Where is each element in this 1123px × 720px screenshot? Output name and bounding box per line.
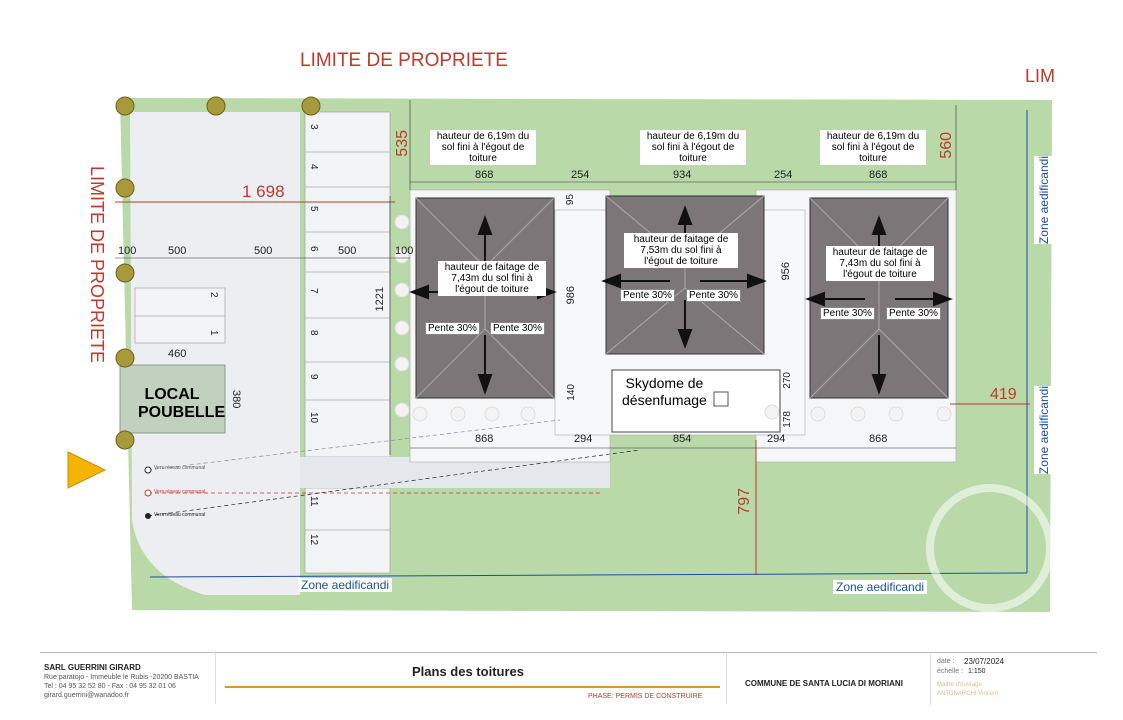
skydome-line2: désenfumage [622, 392, 707, 408]
dim-top-868b: 868 [869, 169, 888, 181]
dim-top-868a: 868 [475, 169, 494, 181]
house-3-egout-note [820, 130, 926, 165]
dim-797: 797 [736, 488, 753, 515]
skydome-label [622, 375, 707, 409]
sheet-title: Plans des toitures [412, 664, 524, 679]
company-email: girard.guerrini@wanadoo.fr [44, 692, 129, 699]
dim-bot-868b: 868 [869, 433, 888, 445]
network-label-3: Vers réseau communal [154, 512, 206, 518]
echelle-value: 1:150 [968, 668, 986, 675]
parking-6: 6 [308, 246, 319, 252]
house-2-faitage-note [624, 233, 738, 268]
network-label-2: Vers réseau communal [154, 489, 206, 495]
zone-label-bottom-right: Zone aedificandi [833, 580, 927, 594]
skydome-line1: Skydome de [625, 375, 704, 391]
limite-propriete-left: LIMITE DE PROPRIETE [87, 166, 107, 364]
parking-7: 7 [308, 288, 319, 294]
note-line: hauteur de faitage de [444, 262, 540, 273]
dim-140: 140 [566, 384, 577, 401]
dim-500a: 500 [168, 245, 187, 257]
dim-560: 560 [938, 132, 955, 159]
dim-100a: 100 [118, 245, 137, 257]
network-label-1: Vers réseau communal [154, 465, 206, 471]
note-line: hauteur de 6,19m du [826, 131, 920, 142]
parking-4: 4 [308, 164, 319, 170]
limite-propriete-right: LIM [1025, 66, 1056, 86]
dim-bot-294b: 294 [767, 433, 786, 445]
house-2-pente-right: Pente 30% [686, 289, 741, 302]
note-line: toiture [679, 153, 707, 164]
local-poubelle-label [138, 386, 226, 422]
maitre-label: Maître d'ouvrage [937, 682, 982, 688]
parking-10: 10 [308, 412, 319, 424]
note-line: toiture [859, 153, 887, 164]
dim-270: 270 [782, 372, 793, 389]
house-1-pente-right: Pente 30% [490, 322, 545, 335]
note-line: 7,53m du sol fini à [640, 245, 722, 256]
dim-1698: 1 698 [242, 182, 285, 201]
house-3-pente-right: Pente 30% [886, 307, 941, 320]
parking-5: 5 [308, 206, 319, 212]
note-line: l'égout de toiture [455, 284, 529, 295]
note-line: sol fini à l'égout de [651, 142, 735, 153]
limite-propriete-top: LIMITE DE PROPRIETE [300, 50, 508, 71]
skydome-square [714, 392, 728, 406]
local-label: LOCAL [144, 386, 200, 403]
note-line: sol fini à l'égout de [831, 142, 915, 153]
dim-956: 956 [780, 262, 792, 281]
note-line: hauteur de faitage de [832, 247, 928, 258]
commune-label: COMMUNE DE SANTA LUCIA DI MORIANI [745, 679, 903, 688]
dim-460: 460 [168, 348, 187, 360]
note-line: l'égout de toiture [644, 256, 718, 267]
title-underline [225, 686, 720, 688]
dim-500c: 500 [338, 245, 357, 257]
note-line: hauteur de faitage de [633, 234, 729, 245]
dim-500b: 500 [254, 245, 273, 257]
maitre-value: ANTONARCHI Vincent [937, 691, 999, 697]
dim-100b: 100 [395, 245, 414, 257]
dim-419: 419 [990, 386, 1017, 403]
house-1-pente-left: Pente 30% [425, 322, 480, 335]
house-3-faitage-note [826, 246, 934, 281]
dim-bot-868a: 868 [475, 433, 494, 445]
note-line: hauteur de 6,19m du [436, 131, 530, 142]
parking-11: 11 [308, 496, 319, 507]
parking-9: 9 [308, 374, 319, 380]
parking-8: 8 [308, 330, 319, 336]
date-value: 23/07/2024 [964, 657, 1005, 666]
house-2-egout-note [640, 130, 746, 165]
house-3-pente-left: Pente 30% [820, 307, 875, 320]
dim-178: 178 [782, 411, 793, 428]
note-line: 7,43m du sol fini à [451, 273, 533, 284]
dim-top-254a: 254 [571, 169, 590, 181]
echelle-label: échelle : [937, 668, 964, 675]
zone-label-bottom-left: Zone aedificandi [298, 578, 392, 592]
company-address: Rue paratojo - Immeuble le Rubis -20200 BASTIA [44, 674, 199, 681]
parking-1: 1 [208, 330, 219, 336]
zone-label-right-2: Zone aedificandi [1034, 386, 1054, 474]
house-1-faitage-note [438, 261, 546, 296]
parking-2: 2 [208, 292, 219, 298]
parking-3: 3 [308, 124, 319, 130]
house-2-pente-left: Pente 30% [620, 289, 675, 302]
note-line: l'égout de toiture [843, 269, 917, 280]
dim-bot-854: 854 [673, 433, 692, 445]
dim-top-934: 934 [673, 169, 692, 181]
phase-label: PHASE: PERMIS DE CONSTRUIRE [588, 693, 703, 700]
house-1-egout-note [430, 130, 536, 165]
note-line: sol fini à l'égout de [441, 142, 525, 153]
dim-986: 986 [565, 286, 577, 305]
note-line: 7,43m du sol fini à [839, 258, 921, 269]
entrance-arrow [68, 452, 105, 488]
dim-535: 535 [394, 130, 411, 157]
dim-380: 380 [230, 390, 242, 409]
dim-top-254b: 254 [774, 169, 793, 181]
zone-label-right-1: Zone aedificandi [1034, 156, 1054, 244]
note-line: hauteur de 6,19m du [646, 131, 740, 142]
parking-12: 12 [308, 534, 319, 546]
note-line: toiture [469, 153, 497, 164]
company-phone: Tel : 04 95 32 52 80 - Fax : 04 95 32 01 06 [44, 683, 176, 690]
date-label: date : [937, 658, 955, 665]
poubelle-label: POUBELLE [138, 404, 226, 421]
dim-bot-294a: 294 [574, 433, 593, 445]
dim-95: 95 [565, 194, 576, 206]
title-block [0, 652, 1123, 720]
company-name: SARL GUERRINI GIRARD [44, 663, 141, 672]
dim-1221: 1221 [374, 287, 386, 312]
